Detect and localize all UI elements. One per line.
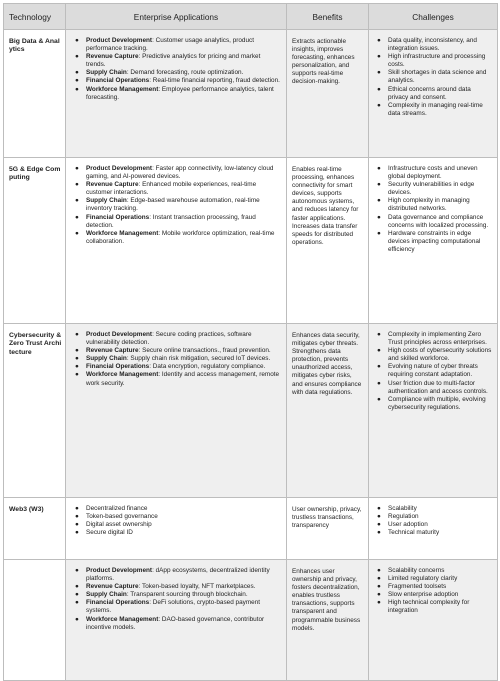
bullet-icon: ● <box>75 53 79 61</box>
challenges-list <box>374 331 492 412</box>
list-item <box>72 583 280 591</box>
bullet-icon: ● <box>377 529 381 537</box>
list-item <box>374 230 492 254</box>
bullet-icon: ● <box>75 37 79 44</box>
bullet-icon: ● <box>75 213 79 221</box>
benefits-cell <box>287 158 369 324</box>
list-item <box>374 181 492 197</box>
bullet-icon: ● <box>75 513 79 521</box>
application-text: : dApp ecosystems, decentralized identity platforms. <box>86 567 270 583</box>
bullet-icon: ● <box>377 229 381 237</box>
challenges-list <box>374 567 492 616</box>
list-item <box>374 214 492 230</box>
bullet-icon: ● <box>75 529 79 537</box>
bullet-icon: ● <box>377 53 381 61</box>
bullet-icon: ● <box>377 213 381 221</box>
application-area-label: Revenue Capture <box>86 347 139 355</box>
challenge-text: Skill shortages in data science and analytics. <box>388 69 487 85</box>
benefits-cell <box>287 498 369 560</box>
list-item <box>374 380 492 396</box>
list-item <box>374 347 492 363</box>
application-text: : Customer usage analytics, product performance tracking. <box>86 37 255 53</box>
application-text: Secure digital ID <box>86 529 133 537</box>
list-item <box>72 69 280 77</box>
challenge-text: Ethical concerns around data privacy and consent. <box>388 85 471 101</box>
application-area-label: Supply Chain <box>86 69 127 77</box>
list-item <box>72 616 280 632</box>
applications-cell <box>66 498 287 560</box>
list-item <box>374 583 492 591</box>
list-item <box>72 363 280 371</box>
technology-cell <box>4 560 66 681</box>
list-item <box>374 529 492 537</box>
bullet-icon: ● <box>377 347 381 355</box>
table-row <box>4 324 498 498</box>
technology-cell: Cybersecurity & Zero Trust Architecture <box>4 324 66 498</box>
challenges-cell <box>369 560 498 681</box>
list-item <box>72 230 280 246</box>
list-item <box>72 591 280 599</box>
challenge-text: Infrastructure costs and uneven global deployment. <box>388 165 478 181</box>
list-item <box>72 197 280 213</box>
application-text: : Mobile workforce optimization, real-time collaboration. <box>86 229 275 245</box>
bullet-icon: ● <box>377 575 381 583</box>
list-item <box>72 37 280 53</box>
header-challenges: Challenges <box>369 4 498 30</box>
list-item <box>374 53 492 69</box>
challenges-cell <box>369 324 498 498</box>
challenge-text: User friction due to multi-factor authentication and access controls. <box>388 379 488 395</box>
bullet-icon: ● <box>377 521 381 529</box>
list-item <box>72 165 280 181</box>
list-item <box>374 363 492 379</box>
challenge-text: High infrastructure and processing costs. <box>388 53 486 69</box>
application-text: : Predictive analytics for pricing and market trends. <box>86 53 261 69</box>
challenge-text: Hardware constraints in edge devices impacting computational efficiency <box>388 229 481 253</box>
application-text: : Transparent sourcing through blockchain. <box>126 591 248 599</box>
list-item <box>72 505 280 513</box>
challenge-text: Regulation <box>388 513 419 521</box>
benefits-text: Enables real-time processing, enhances connectivity for smart devices, supports autonomous systems, and reduces latency for faster applications. Increases data transfer speeds for distributed operations. <box>292 166 359 246</box>
bullet-icon: ● <box>75 591 79 599</box>
technology-cell: Web3 (W3) <box>4 498 66 560</box>
bullet-icon: ● <box>75 505 79 512</box>
application-text: : Identity and access management, remote work security. <box>86 371 280 387</box>
applications-list <box>72 165 280 246</box>
benefits-cell <box>287 30 369 158</box>
bullet-icon: ● <box>377 331 381 338</box>
bullet-icon: ● <box>377 363 381 371</box>
bullet-icon: ● <box>75 181 79 189</box>
application-text: Decentralized finance <box>86 505 148 512</box>
bullet-icon: ● <box>377 395 381 403</box>
table-row <box>4 560 498 681</box>
challenge-text: Slow enterprise adoption <box>388 591 459 599</box>
list-item <box>374 513 492 521</box>
list-item <box>374 197 492 213</box>
bullet-icon: ● <box>75 331 79 338</box>
benefits-text: Enhances data security, mitigates cyber threats. Strengthens data protection, prevents unauthorized access, mitigates cyber risks, and ensures compliance with data regulations. <box>292 332 362 396</box>
application-text: : Secure coding practices, software vulnerability detection. <box>86 331 252 347</box>
list-item <box>72 355 280 363</box>
list-item <box>72 181 280 197</box>
bullet-icon: ● <box>75 197 79 205</box>
application-text: : Employee performance analytics, talent forecasting. <box>86 85 274 101</box>
challenge-text: High costs of cybersecurity solutions and skilled workforce. <box>388 347 492 363</box>
bullet-icon: ● <box>75 347 79 355</box>
challenge-text: Scalability <box>388 505 417 512</box>
application-area-label: Product Development <box>86 567 153 574</box>
application-area-label: Product Development <box>86 331 153 338</box>
application-area-label: Revenue Capture <box>86 53 139 61</box>
bullet-icon: ● <box>377 583 381 591</box>
list-item <box>72 513 280 521</box>
list-item <box>72 77 280 85</box>
application-area-label: Workforce Management <box>86 371 159 379</box>
bullet-icon: ● <box>377 101 381 109</box>
challenge-text: Complexity in implementing Zero Trust principles across enterprises. <box>388 331 487 347</box>
bullet-icon: ● <box>377 181 381 189</box>
header-technology: Technology <box>4 4 66 30</box>
benefits-text: User ownership, privacy, trustless transactions, transparency <box>292 506 362 530</box>
list-item <box>374 575 492 583</box>
challenge-text: Data quality, inconsistency, and integration issues. <box>388 37 477 53</box>
list-item <box>374 521 492 529</box>
list-item <box>374 567 492 575</box>
list-item <box>374 599 492 615</box>
benefits-text: Enhances user ownership and privacy, fosters decentralization, enables trustless transactions, supports transparent and programmable business models. <box>292 568 361 632</box>
challenge-text: Data governance and compliance concerns with localized processing. <box>388 213 489 229</box>
application-text: : Secure online transactions., fraud prevention. <box>138 347 271 355</box>
application-area-label: Financial Operations <box>86 213 150 221</box>
bullet-icon: ● <box>377 505 381 512</box>
header-applications: Enterprise Applications <box>66 4 287 30</box>
challenges-cell <box>369 498 498 560</box>
application-text: : DAO-based governance, contributor incentive models. <box>86 615 265 631</box>
benefits-cell <box>287 324 369 498</box>
bullet-icon: ● <box>377 379 381 387</box>
applications-list <box>72 331 280 388</box>
challenge-text: Fragmented toolsets <box>388 583 447 591</box>
header-benefits: Benefits <box>287 4 369 30</box>
application-text: : Supply chain risk mitigation, secured IoT devices. <box>126 355 271 363</box>
applications-list <box>72 37 280 102</box>
list-item <box>374 102 492 118</box>
bullet-icon: ● <box>377 37 381 44</box>
application-area-label: Workforce Management <box>86 615 159 623</box>
applications-cell <box>66 324 287 498</box>
bullet-icon: ● <box>75 599 79 607</box>
application-area-label: Financial Operations <box>86 599 150 607</box>
list-item <box>374 165 492 181</box>
bullet-icon: ● <box>75 363 79 371</box>
application-text: Token-based governance <box>86 513 158 521</box>
application-area-label: Financial Operations <box>86 77 150 85</box>
list-item <box>374 396 492 412</box>
bullet-icon: ● <box>75 567 79 574</box>
challenge-text: Limited regulatory clarity <box>388 575 458 583</box>
application-text: : Instant transaction processing, fraud detection. <box>86 213 256 229</box>
header-row <box>4 4 498 30</box>
application-area-label: Revenue Capture <box>86 181 139 189</box>
application-area-label: Workforce Management <box>86 85 159 93</box>
bullet-icon: ● <box>75 165 79 172</box>
bullet-icon: ● <box>377 165 381 172</box>
challenge-text: Compliance with multiple, evolving cybersecurity regulations. <box>388 395 486 411</box>
application-area-label: Product Development <box>86 165 153 172</box>
bullet-icon: ● <box>75 583 79 591</box>
table-row <box>4 30 498 158</box>
list-item <box>72 86 280 102</box>
technology-comparison-table <box>3 3 498 681</box>
list-item <box>374 37 492 53</box>
application-text: : Demand forecasting, route optimization. <box>126 69 244 77</box>
applications-cell <box>66 560 287 681</box>
application-text: Digital asset ownership <box>86 521 152 529</box>
application-area-label: Financial Operations <box>86 363 150 371</box>
list-item <box>72 214 280 230</box>
application-area-label: Revenue Capture <box>86 583 139 591</box>
applications-cell <box>66 158 287 324</box>
bullet-icon: ● <box>75 355 79 363</box>
challenge-text: High complexity in managing distributed networks. <box>388 197 470 213</box>
bullet-icon: ● <box>377 197 381 205</box>
application-text: : Data encryption, regulatory compliance. <box>149 363 266 371</box>
bullet-icon: ● <box>75 371 79 379</box>
technology-cell: Big Data & Analytics <box>4 30 66 158</box>
application-text: : Token-based loyalty, NFT marketplaces. <box>138 583 256 591</box>
bullet-icon: ● <box>75 615 79 623</box>
list-item <box>374 69 492 85</box>
application-text: : Faster app connectivity, low-latency cloud gaming, and AI-powered devices. <box>86 165 274 181</box>
bullet-icon: ● <box>377 591 381 599</box>
challenges-cell <box>369 30 498 158</box>
challenges-list <box>374 505 492 537</box>
bullet-icon: ● <box>377 599 381 607</box>
challenges-list <box>374 165 492 254</box>
challenge-text: Complexity in managing real-time data streams. <box>388 101 483 117</box>
challenges-cell <box>369 158 498 324</box>
list-item <box>72 53 280 69</box>
application-text: : Enhanced mobile experiences, real-time customer interactions. <box>86 181 257 197</box>
bullet-icon: ● <box>377 85 381 93</box>
document-page <box>3 3 497 681</box>
list-item <box>72 599 280 615</box>
technology-cell: 5G & Edge Computing <box>4 158 66 324</box>
applications-list <box>72 567 280 632</box>
application-area-label: Supply Chain <box>86 355 127 363</box>
list-item <box>374 591 492 599</box>
list-item <box>72 331 280 347</box>
bullet-icon: ● <box>75 69 79 77</box>
list-item <box>72 521 280 529</box>
challenge-text: Technical maturity <box>388 529 440 537</box>
benefits-cell <box>287 560 369 681</box>
application-text: : DeFi solutions, crypto-based payment systems. <box>86 599 261 615</box>
bullet-icon: ● <box>75 229 79 237</box>
application-area-label: Product Development <box>86 37 153 44</box>
application-area-label: Workforce Management <box>86 229 159 237</box>
bullet-icon: ● <box>75 77 79 85</box>
application-area-label: Supply Chain <box>86 197 127 205</box>
bullet-icon: ● <box>377 513 381 521</box>
challenge-text: User adoption <box>388 521 428 529</box>
challenge-text: Scalability concerns <box>388 567 445 574</box>
bullet-icon: ● <box>377 567 381 574</box>
application-area-label: Supply Chain <box>86 591 127 599</box>
list-item <box>72 347 280 355</box>
challenge-text: Security vulnerabilities in edge devices. <box>388 181 475 197</box>
benefits-text: Extracts actionable insights, improves forecasting, enhances personalization, and supports real-time decision-making. <box>292 38 355 86</box>
applications-cell <box>66 30 287 158</box>
list-item <box>72 371 280 387</box>
application-text: : Edge-based warehouse automation, real-time inventory tracking. <box>86 197 260 213</box>
list-item <box>374 331 492 347</box>
list-item <box>72 567 280 583</box>
applications-list <box>72 505 280 537</box>
challenge-text: High technical complexity for integration <box>388 599 470 615</box>
challenges-list <box>374 37 492 118</box>
bullet-icon: ● <box>377 69 381 77</box>
list-item <box>374 505 492 513</box>
table-row <box>4 158 498 324</box>
application-text: : Real-time financial reporting, fraud detection. <box>149 77 280 85</box>
table-row <box>4 498 498 560</box>
bullet-icon: ● <box>75 85 79 93</box>
challenge-text: Evolving nature of cyber threats requiring constant adaptation. <box>388 363 478 379</box>
bullet-icon: ● <box>75 521 79 529</box>
list-item <box>72 529 280 537</box>
list-item <box>374 86 492 102</box>
